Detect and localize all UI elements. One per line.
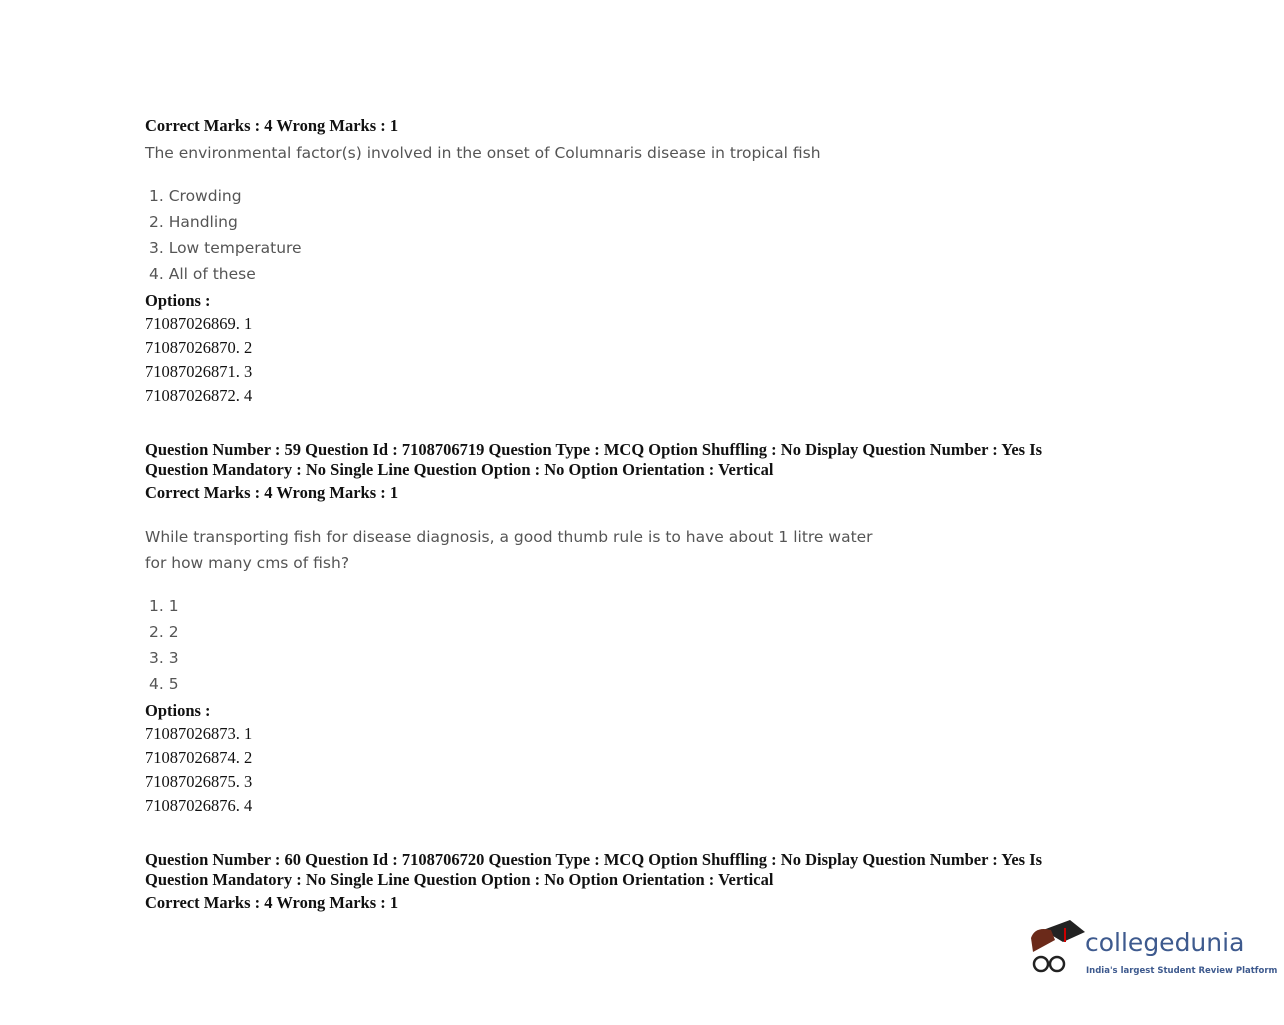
choice: 3. Low temperature	[149, 239, 302, 257]
choice-list	[145, 593, 179, 697]
choice-list	[145, 183, 302, 287]
question-text: for how many cms of fish?	[145, 554, 350, 572]
choice: 3. 3	[149, 649, 179, 667]
question-text: The environmental factor(s) involved in the onset of Columnaris disease in tropical fish	[145, 144, 821, 162]
logo-tagline: India's largest Student Review Platform	[1086, 966, 1278, 976]
choice: 2. 2	[149, 623, 179, 641]
question-header: Question Number : 59 Question Id : 7108706719 Question Type : MCQ Option Shuffling : No Display Question Number : Yes Is	[145, 440, 1043, 459]
logo-wordmark: collegedunia	[1085, 928, 1245, 957]
choice: 2. Handling	[149, 213, 238, 231]
question-header: Question Mandatory : No Single Line Question Option : No Option Orientation : Vertical	[145, 870, 774, 889]
option: 71087026869. 1	[145, 314, 253, 333]
marks: Correct Marks : 4 Wrong Marks : 1	[145, 893, 399, 912]
question-header: Question Number : 60 Question Id : 7108706720 Question Type : MCQ Option Shuffling : No Display Question Number : Yes Is	[145, 850, 1043, 869]
collegedunia-logo	[1025, 918, 1278, 988]
choice: 1. 1	[149, 597, 179, 615]
option: 71087026871. 3	[145, 362, 253, 381]
options-label: Options :	[145, 291, 211, 310]
question-header: Question Mandatory : No Single Line Question Option : No Option Orientation : Vertical	[145, 460, 774, 479]
option: 71087026876. 4	[145, 796, 253, 815]
choice: 4. All of these	[149, 265, 256, 283]
option-list	[145, 722, 252, 818]
option: 71087026874. 2	[145, 748, 253, 767]
marks: Correct Marks : 4 Wrong Marks : 1	[145, 483, 399, 502]
choice: 4. 5	[149, 675, 179, 693]
option: 71087026872. 4	[145, 386, 253, 405]
option: 71087026875. 3	[145, 772, 253, 791]
choice: 1. Crowding	[149, 187, 242, 205]
option: 71087026870. 2	[145, 338, 253, 357]
options-label: Options :	[145, 701, 211, 720]
option-list	[145, 312, 252, 408]
mascot-icon	[1025, 918, 1085, 988]
marks: Correct Marks : 4 Wrong Marks : 1	[145, 116, 399, 135]
option: 71087026873. 1	[145, 724, 253, 743]
question-text: While transporting fish for disease diagnosis, a good thumb rule is to have about 1 litre water	[145, 528, 873, 546]
